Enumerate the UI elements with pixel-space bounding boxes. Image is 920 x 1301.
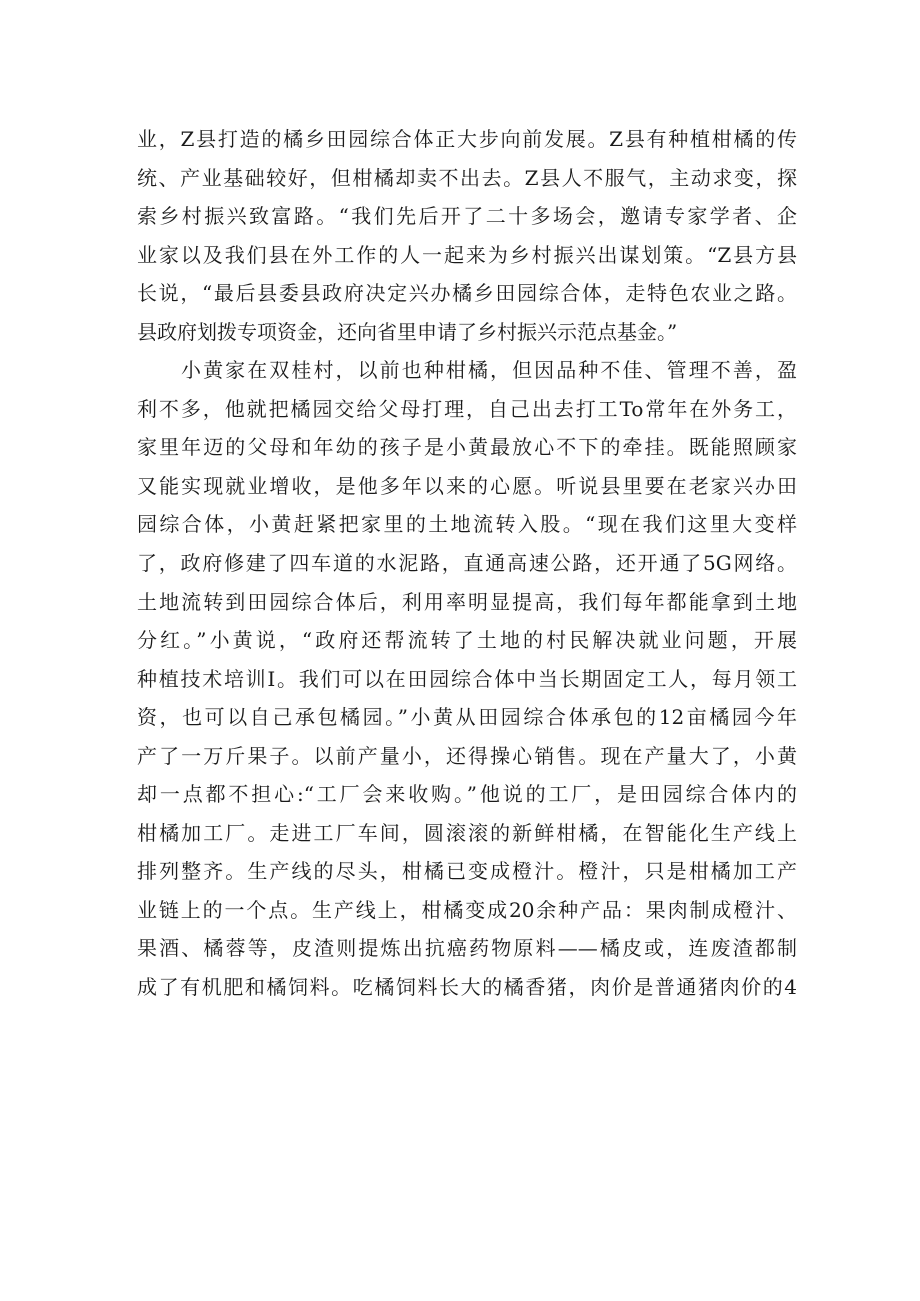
text-line: 却一点都不担心:“工厂会来收购。”他说的工厂，是田园综合体内的 — [137, 782, 797, 807]
text-line: 县政府划拨专项资金，还向省里申请了乡村振兴示范点基金。” — [137, 319, 678, 344]
text-line: 家里年迈的父母和年幼的孩子是小黄最放心不下的牵挂。既能照顾家 — [137, 435, 797, 460]
text-line: 业，Z县打造的橘乡田园综合体正大步向前发展。Z县有种植柑橘的传 — [137, 127, 797, 151]
article-body — [137, 120, 797, 1007]
text-line: 业链上的一个点。生产线上，柑橘变成20余种产品：果肉制成橙汁、 — [137, 897, 797, 922]
text-line: 土地流转到田园综合体后，利用率明显提高，我们每年都能拿到土地 — [137, 589, 797, 614]
text-line: 园综合体，小黄赶紧把家里的土地流转入股。“现在我们这里大变样 — [137, 512, 797, 537]
text-line: 柑橘加工厂。走进工厂车间，圆滚滚的新鲜柑橘，在智能化生产线上 — [137, 820, 797, 845]
text-line: 又能实现就业增收，是他多年以来的心愿。听说县里要在老家兴办田 — [137, 473, 797, 498]
text-line: 统、产业基础较好，但柑橘却卖不出去。Z县人不服气，主动求变，探 — [137, 165, 797, 190]
text-line: 排列整齐。生产线的尽头，柑橘已变成橙汁。橙汁，只是柑橘加工产 — [137, 859, 797, 884]
text-line: 种植技术培训I。我们可以在田园综合体中当长期固定工人，每月领工 — [137, 666, 797, 691]
text-line: 果酒、橘蓉等，皮渣则提炼出抗癌药物原料——橘皮或，连废渣都制 — [137, 936, 797, 961]
text-line: 了，政府修建了四车道的水泥路，直通高速公路，还开通了5G网络。 — [137, 551, 797, 576]
text-line: 资，也可以自己承包橘园。”小黄从田园综合体承包的12亩橘园今年 — [137, 705, 797, 730]
paragraph-1 — [137, 120, 797, 351]
text-line: 索乡村振兴致富路。“我们先后开了二十多场会，邀请专家学者、企 — [137, 204, 797, 229]
paragraph-2 — [137, 351, 797, 1006]
text-line: 成了有机肥和橘饲料。吃橘饲料长大的橘香猪，肉价是普通猪肉价的4 — [137, 975, 797, 1000]
text-line: 小黄家在双桂村，以前也种柑橘，但因品种不佳、管理不善，盈 — [181, 358, 797, 383]
text-line: 利不多，他就把橘园交给父母打理，自己出去打工To常年在外务工， — [137, 396, 797, 421]
text-line: 长说，“最后县委县政府决定兴办橘乡田园综合体，走特色农业之路。 — [137, 281, 797, 306]
text-line: 产了一万斤果子。以前产量小，还得操心销售。现在产量大了，小黄 — [137, 743, 797, 768]
text-line: 分红。”小黄说，“政府还帮流转了土地的村民解决就业问题，开展 — [137, 628, 797, 653]
text-line: 业家以及我们县在外工作的人一起来为乡村振兴出谋划策。“Z县方县 — [137, 242, 797, 267]
